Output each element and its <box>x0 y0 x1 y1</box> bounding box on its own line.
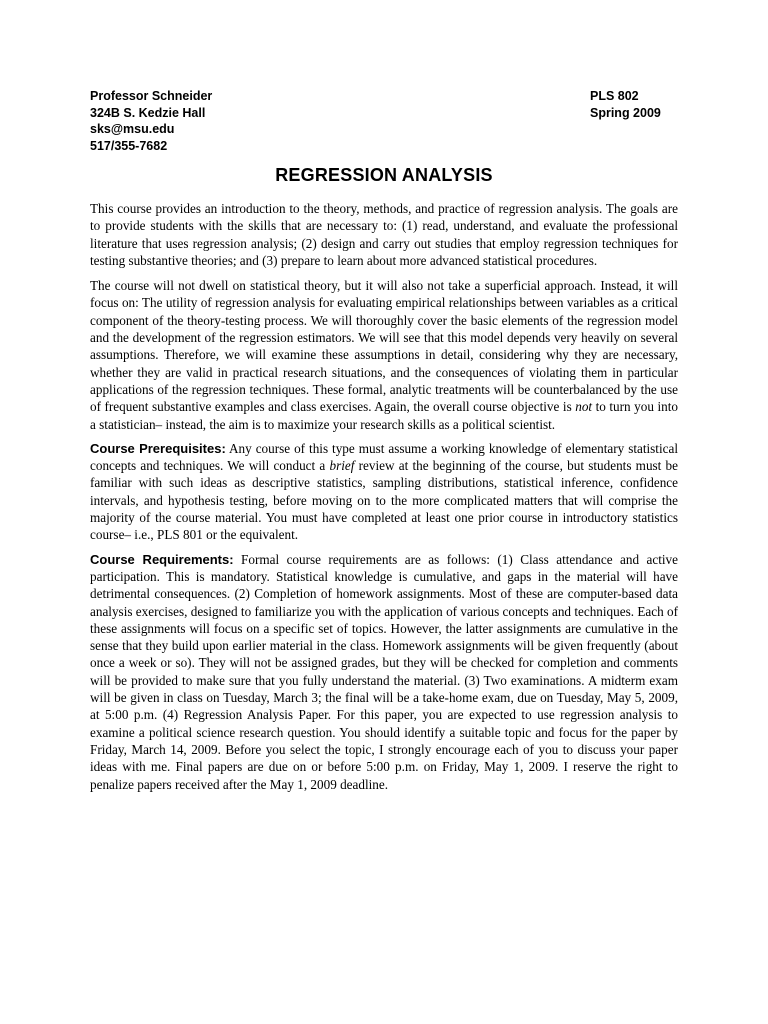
instructor-info <box>90 88 212 154</box>
approach-emphasis: not <box>575 399 593 415</box>
course-info <box>590 88 661 121</box>
instructor-office: 324B S. Kedzie Hall <box>90 105 206 120</box>
instructor-phone: 517/355-7682 <box>90 138 168 153</box>
document-page <box>90 88 678 793</box>
intro-paragraph <box>90 200 678 269</box>
approach-text-before: The course will not dwell on statistical theory, but it will also not take a superficial approach. Instead, it will focus on: The utility of regression analysis for evaluating empirical relationships between variables as a critical component of the theory-testing process. We will thoroughly cover the basic elements of the regression model and the development of the regression estimators. We will see that this model depends very heavily on several assumptions. Therefore, we will examine these assumptions in detail, considering why they are necessary, whether they are valid in practical research situations, and the consequences of violating them in particular applications of the regression techniques. These formal, analytic treatments will be counterbalanced by the use of frequent substantive examples and class exercises. Again, the overall course objective is <box>90 278 678 415</box>
prerequisites-heading: Course Prerequisites: <box>90 440 226 456</box>
course-code: PLS 802 <box>590 89 639 103</box>
instructor-email: sks@msu.edu <box>90 122 175 136</box>
document-title: REGRESSION ANALYSIS <box>275 165 493 185</box>
requirements-paragraph <box>90 551 678 793</box>
approach-paragraph <box>90 277 678 433</box>
intro-text: This course provides an introduction to the theory, methods, and practice of regression analysis. The goals are to provide students with the skills that are necessary to: (1) read, understand, and evaluate the professional literature that uses regression analysis; (2) design and carry out studies that employ regression techniques for testing substantive theories; and (3) prepare to learn about more advanced statistical procedures. <box>90 201 678 268</box>
instructor-name: Professor Schneider <box>90 89 213 103</box>
prerequisites-emphasis: brief <box>329 458 355 474</box>
prerequisites-text-before: Any course of this type must assume a working knowledge of elementary statistical concepts and techniques. We will conduct a <box>90 440 678 474</box>
course-term: Spring 2009 <box>590 105 661 120</box>
requirements-text: Formal course requirements are as follows: (1) Class attendance and active participation. This is mandatory. Statistical knowledge is cumulative, and gaps in the material will have detrimental consequences. (2) Completion of homework assignments. Most of these are computer-based data analysis exercises, designed to familiarize you with the application of various concepts and techniques. Each of these assignments will focus on a specific set of topics. However, the latter assignments are cumulative in the sense that they build upon earlier material in the class. Homework assignments will be given frequently (about once a week or so). They will not be assigned grades, but they will be checked for completion and comments will be provided to make sure that you fully understand the material. (3) Two examinations. A midterm exam will be given in class on Tuesday, March 3; the final will be a take-home exam, due on Tuesday, May 5, 2009, at 5:00 p.m. (4) Regression Analysis Paper. For this paper, you are expected to use regression analysis to examine a political science research question. You should identify a suitable topic and focus for the paper by Friday, March 14, 2009. Before you select the topic, I strongly encourage each of you to discuss your paper ideas with me. Final papers are due on or before 5:00 p.m. on Friday, May 1, 2009. I reserve the right to penalize papers received after the May 1, 2009 deadline. <box>90 551 679 792</box>
prerequisites-text-after: review at the beginning of the course, but students must be familiar with such ideas as descriptive statistics, sampling distributions, statistical inference, confidence intervals, and hypothesis testing, before moving on to the more complicated matters that will comprise the majority of the course material. You must have completed at least one prior course in introductory statistics course– i.e., PLS 801 or the equivalent. <box>90 458 678 543</box>
approach-text-after: to turn you into a statistician– instead, the aim is to maximize your research skills as a political scientist. <box>90 399 678 432</box>
requirements-heading: Course Requirements: <box>90 551 234 567</box>
prerequisites-paragraph <box>90 440 678 544</box>
document-header <box>90 88 678 154</box>
